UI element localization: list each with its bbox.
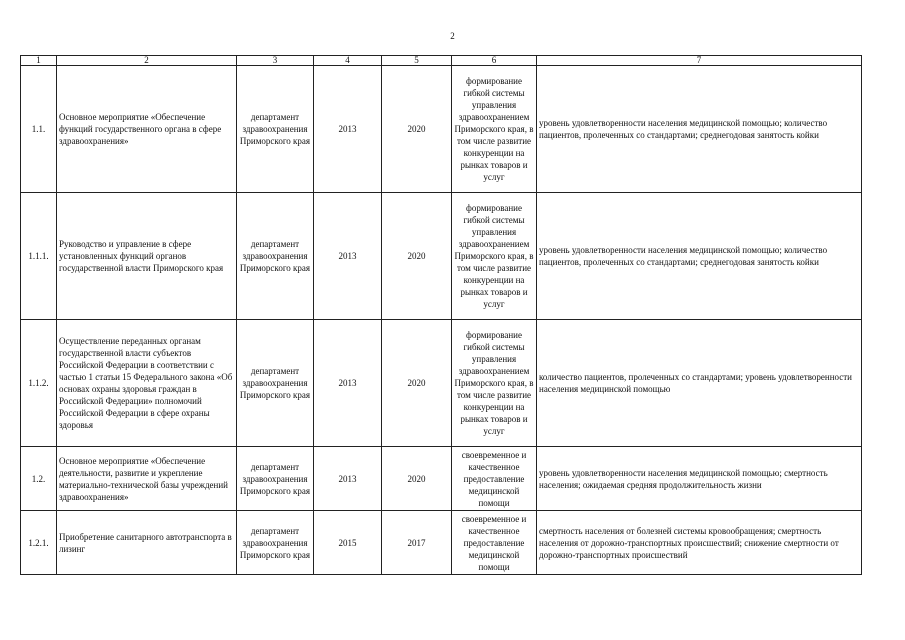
- expected-result: формирование гибкой системы управления здравоохранением Приморского края, в том числе развитие конкуренции на рынках товаров и услуг: [452, 320, 537, 447]
- end-year: 2020: [382, 447, 452, 511]
- start-year: 2015: [314, 511, 382, 575]
- executor: департамент здравоохранения Приморского края: [237, 193, 314, 320]
- activity-name: Приобретение санитарного автотранспорта в лизинг: [57, 511, 237, 575]
- table-row: [21, 447, 862, 511]
- end-year: 2020: [382, 66, 452, 193]
- activity-name: Руководство и управление в сфере установленных функций органов государственной власти Приморского края: [57, 193, 237, 320]
- row-number: 1.2.1.: [21, 511, 57, 575]
- end-year: 2017: [382, 511, 452, 575]
- column-header: 5: [382, 56, 452, 66]
- table-row: [21, 193, 862, 320]
- row-number: 1.2.: [21, 447, 57, 511]
- column-header: 2: [57, 56, 237, 66]
- column-header: 3: [237, 56, 314, 66]
- table-row: [21, 66, 862, 193]
- column-header: 4: [314, 56, 382, 66]
- indicators: уровень удовлетворенности населения медицинской помощью; смертность населения; ожидаемая средняя продолжительность жизни: [537, 447, 862, 511]
- expected-result: формирование гибкой системы управления здравоохранением Приморского края, в том числе развитие конкуренции на рынках товаров и услуг: [452, 66, 537, 193]
- indicators: смертность населения от болезней системы кровообращения; смертность населения от дорожно-транспортных происшествий; снижение смертности от дорожно-транспортных происшествий: [537, 511, 862, 575]
- end-year: 2020: [382, 193, 452, 320]
- start-year: 2013: [314, 66, 382, 193]
- header-row: [21, 56, 862, 66]
- activity-name: Основное мероприятие «Обеспечение деятельности, развитие и укрепление материально-технической базы учреждений здравоохранения»: [57, 447, 237, 511]
- column-header: 1: [21, 56, 57, 66]
- start-year: 2013: [314, 193, 382, 320]
- start-year: 2013: [314, 447, 382, 511]
- indicators: количество пациентов, пролеченных со стандартами; уровень удовлетворенности населения медицинской помощью: [537, 320, 862, 447]
- table-row: [21, 320, 862, 447]
- row-number: 1.1.: [21, 66, 57, 193]
- indicators: уровень удовлетворенности населения медицинской помощью; количество пациентов, пролеченных со стандартами; среднегодовая занятость койки: [537, 193, 862, 320]
- column-header: 7: [537, 56, 862, 66]
- expected-result: формирование гибкой системы управления здравоохранением Приморского края, в том числе развитие конкуренции на рынках товаров и услуг: [452, 193, 537, 320]
- executor: департамент здравоохранения Приморского края: [237, 66, 314, 193]
- expected-result: своевременное и качественное предоставление медицинской помощи: [452, 511, 537, 575]
- activity-name: Осуществление переданных органам государственной власти субъектов Российской Федерации в соответствии с частью 1 статьи 15 Федерального закона «Об основах охраны здоровья граждан в Российской Федерации» полномочий Российской Федерации в сфере охраны здоровья: [57, 320, 237, 447]
- start-year: 2013: [314, 320, 382, 447]
- executor: департамент здравоохранения Приморского края: [237, 511, 314, 575]
- table-row: [21, 511, 862, 575]
- executor: департамент здравоохранения Приморского края: [237, 320, 314, 447]
- row-number: 1.1.2.: [21, 320, 57, 447]
- end-year: 2020: [382, 320, 452, 447]
- page-number: 2: [450, 31, 455, 41]
- column-header: 6: [452, 56, 537, 66]
- executor: департамент здравоохранения Приморского края: [237, 447, 314, 511]
- expected-result: своевременное и качественное предоставление медицинской помощи: [452, 447, 537, 511]
- program-table: [20, 55, 862, 575]
- indicators: уровень удовлетворенности населения медицинской помощью; количество пациентов, пролеченных со стандартами; среднегодовая занятость койки: [537, 66, 862, 193]
- row-number: 1.1.1.: [21, 193, 57, 320]
- activity-name: Основное мероприятие «Обеспечение функций государственного органа в сфере здравоохранения»: [57, 66, 237, 193]
